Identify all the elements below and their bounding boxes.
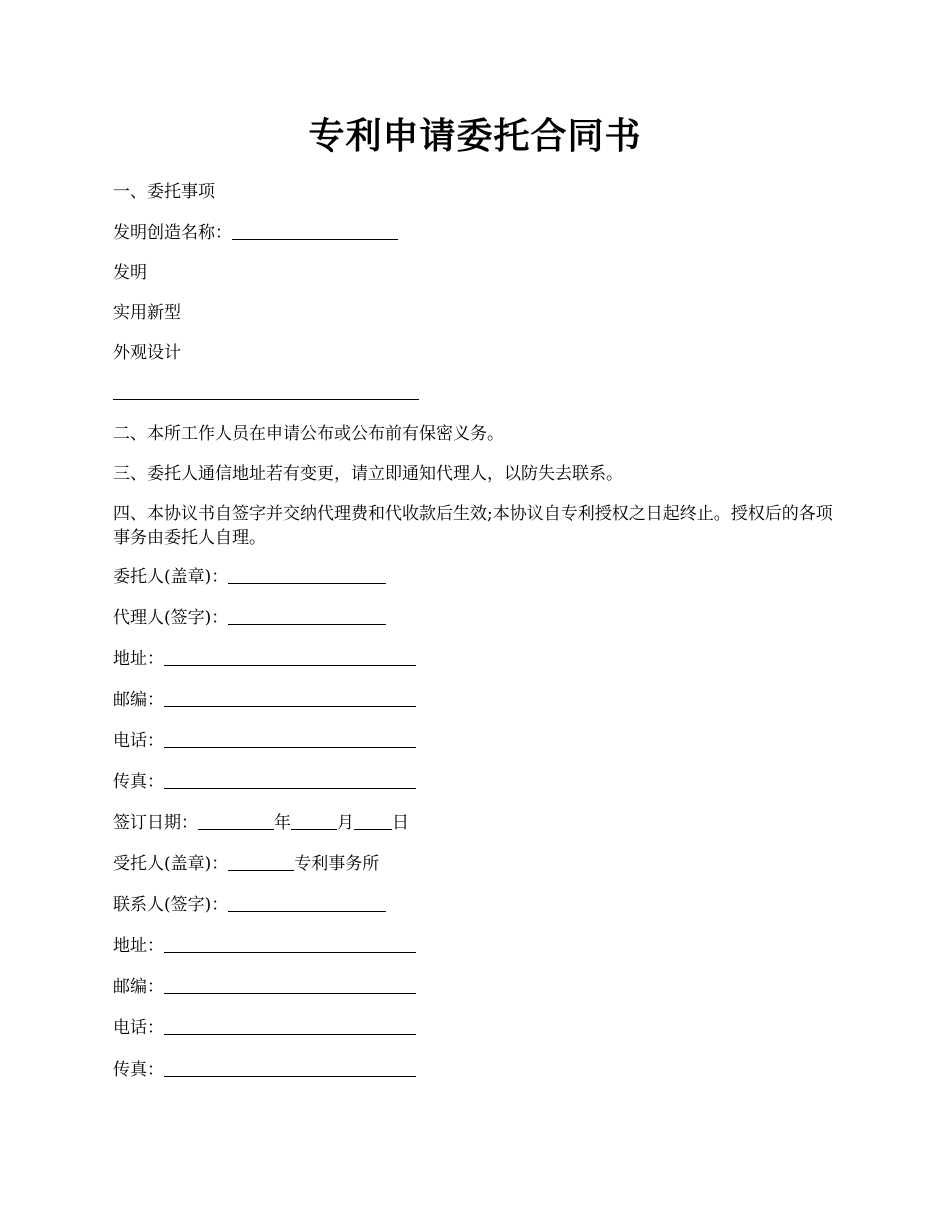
clause-confidentiality: 二、本所工作人员在申请公布或公布前有保密义务。 bbox=[113, 424, 504, 444]
month-label: 月 bbox=[337, 813, 354, 833]
trustee-fax-row bbox=[113, 1058, 416, 1082]
sign-date-row bbox=[113, 811, 409, 835]
type-option-utility-model: 实用新型 bbox=[113, 303, 181, 323]
trustee-firm-suffix: 专利事务所 bbox=[294, 854, 380, 874]
sign-day-blank[interactable] bbox=[354, 812, 392, 830]
trustee-fax-label: 传真： bbox=[113, 1060, 164, 1080]
client-postcode-label: 邮编： bbox=[113, 690, 164, 710]
trustee-phone-blank[interactable] bbox=[164, 1017, 416, 1035]
sign-year-blank[interactable] bbox=[198, 812, 274, 830]
client-address-row bbox=[113, 647, 416, 671]
contact-sign-label: 联系人(签字)： bbox=[113, 895, 229, 915]
document-title: 专利申请委托合同书 bbox=[308, 115, 642, 157]
client-seal-row bbox=[113, 565, 386, 589]
trustee-postcode-row bbox=[113, 975, 416, 999]
trustee-seal-label: 受托人(盖章)： bbox=[113, 854, 229, 874]
agent-sign-label: 代理人(签字)： bbox=[113, 608, 229, 628]
client-postcode-blank[interactable] bbox=[164, 689, 416, 707]
client-phone-blank[interactable] bbox=[164, 730, 416, 748]
type-option-invention: 发明 bbox=[113, 263, 147, 283]
section-entrusted-matters: 一、委托事项 bbox=[113, 182, 215, 202]
trustee-address-label: 地址： bbox=[113, 936, 164, 956]
invention-name-blank[interactable] bbox=[232, 222, 398, 240]
trustee-address-blank[interactable] bbox=[164, 935, 416, 953]
client-postcode-row bbox=[113, 688, 416, 712]
type-note-blank[interactable] bbox=[113, 399, 419, 400]
client-address-blank[interactable] bbox=[164, 648, 416, 666]
trustee-postcode-blank[interactable] bbox=[164, 976, 416, 994]
trustee-firm-blank[interactable] bbox=[228, 853, 294, 871]
client-fax-label: 传真： bbox=[113, 772, 164, 792]
year-label: 年 bbox=[274, 813, 291, 833]
client-phone-row bbox=[113, 729, 416, 753]
type-option-design: 外观设计 bbox=[113, 343, 181, 363]
trustee-postcode-label: 邮编： bbox=[113, 977, 164, 997]
client-seal-label: 委托人(盖章)： bbox=[113, 567, 229, 587]
contact-sign-blank[interactable] bbox=[228, 894, 386, 912]
client-phone-label: 电话： bbox=[113, 731, 164, 751]
trustee-fax-blank[interactable] bbox=[164, 1059, 416, 1077]
trustee-address-row bbox=[113, 934, 416, 958]
trustee-phone-label: 电话： bbox=[113, 1018, 164, 1038]
agent-sign-blank[interactable] bbox=[228, 607, 386, 625]
day-label: 日 bbox=[392, 813, 409, 833]
trustee-seal-row bbox=[113, 852, 379, 876]
invention-name-row bbox=[113, 221, 398, 245]
invention-name-label: 发明创造名称： bbox=[113, 223, 232, 243]
client-seal-blank[interactable] bbox=[228, 566, 386, 584]
sign-date-label: 签订日期： bbox=[113, 813, 198, 833]
clause-address-change: 三、委托人通信地址若有变更，请立即通知代理人，以防失去联系。 bbox=[113, 464, 623, 484]
contact-sign-row bbox=[113, 893, 386, 917]
agent-sign-row bbox=[113, 606, 386, 630]
client-fax-row bbox=[113, 770, 416, 794]
trustee-phone-row bbox=[113, 1016, 416, 1040]
clause-effectiveness: 四、本协议书自签字并交纳代理费和代收款后生效;本协议自专利授权之日起终止。授权后的各项事务由委托人自理。 bbox=[113, 504, 833, 548]
sign-month-blank[interactable] bbox=[291, 812, 337, 830]
client-fax-blank[interactable] bbox=[164, 771, 416, 789]
client-address-label: 地址： bbox=[113, 649, 164, 669]
